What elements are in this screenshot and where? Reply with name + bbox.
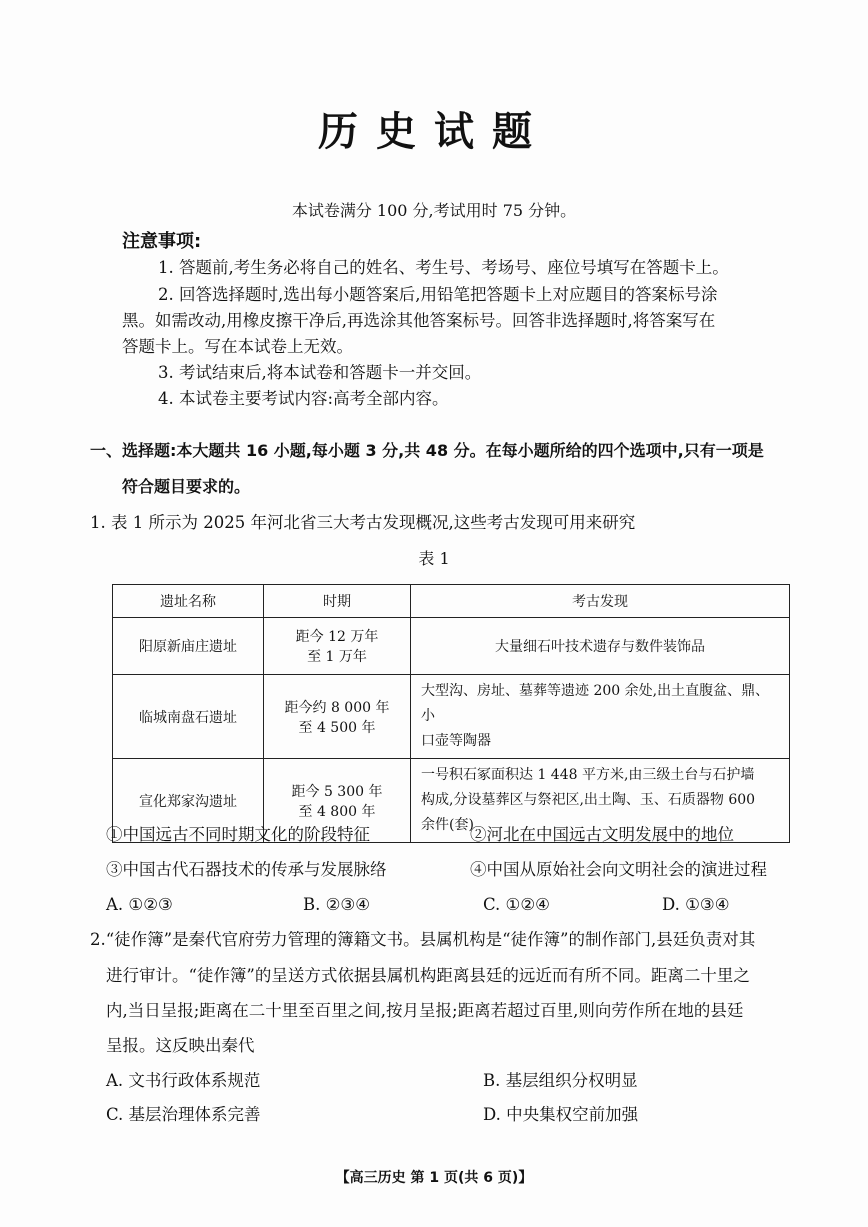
site-cell: 临城南盘石遗址 <box>113 675 264 759</box>
q1-stem: 1. 表 1 所示为 2025 年河北省三大考古发现概况,这些考古发现可用来研究 <box>90 513 636 532</box>
section-heading-cont: 符合题目要求的。 <box>122 477 251 496</box>
notes-heading: 注意事项: <box>122 231 202 252</box>
table-header: 时期 <box>264 585 411 618</box>
finding-line: 余件(套) <box>421 817 474 833</box>
table-header: 遗址名称 <box>113 585 264 618</box>
q1-option-b: B. ②③④ <box>303 895 370 914</box>
finding-line: 构成,分设墓葬区与祭祀区,出土陶、玉、石质器物 600 <box>421 792 756 808</box>
period-start: 距今 5 300 年 <box>291 783 383 800</box>
table-header: 考古发现 <box>411 585 790 618</box>
finding-line: 口壶等陶器 <box>421 733 491 749</box>
note-line: 4. 本试卷主要考试内容:高考全部内容。 <box>158 389 449 408</box>
table-row <box>113 618 790 675</box>
section-heading: 一、选择题:本大题共 16 小题,每小题 3 分,共 48 分。在每小题所给的四个选项中,只有一项是 <box>90 441 764 460</box>
q2-option-c: C. 基层治理体系完善 <box>106 1105 261 1124</box>
q2-option-b: B. 基层组织分权明显 <box>483 1071 638 1090</box>
finding-line: 大型沟、房址、墓葬等遗迹 200 余处,出土直腹盆、鼎、小 <box>421 683 770 724</box>
table-caption: 表 1 <box>418 549 450 568</box>
q1-item: ③中国古代石器技术的传承与发展脉络 <box>106 860 387 879</box>
period-start: 距今约 8 000 年 <box>284 699 390 716</box>
q2-stem-line: 进行审计。“徒作簿”的呈送方式依据县属机构距离县廷的远近而有所不同。距离二十里之 <box>106 966 750 985</box>
q1-option-a: A. ①②③ <box>106 895 173 914</box>
note-line: 3. 考试结束后,将本试卷和答题卡一并交回。 <box>158 363 482 382</box>
q1-item: ②河北在中国远古文明发展中的地位 <box>470 825 734 844</box>
period-end: 至 4 800 年 <box>298 803 376 820</box>
q2-option-d: D. 中央集权空前加强 <box>483 1105 639 1124</box>
finding-cell: 大量细石叶技术遗存与数件装饰品 <box>411 618 790 675</box>
finding-cell <box>411 675 790 759</box>
q2-stem-line: 呈报。这反映出秦代 <box>106 1036 255 1055</box>
q1-option-d: D. ①③④ <box>662 895 730 914</box>
q1-item: ④中国从原始社会向文明社会的演进过程 <box>470 860 767 879</box>
note-line: 答题卡上。写在本试卷上无效。 <box>122 337 353 356</box>
finding-line: 一号积石冢面积达 1 448 平方米,由三级土台与石护墙 <box>421 767 755 783</box>
q1-option-c: C. ①②④ <box>483 895 550 914</box>
period-cell <box>264 675 411 759</box>
note-line: 2. 回答选择题时,选出每小题答案后,用铅笔把答题卡上对应题目的答案标号涂 <box>158 285 718 304</box>
table-header-row <box>113 585 790 618</box>
period-end: 至 1 万年 <box>307 649 367 665</box>
page-title: 历史试题 <box>318 109 550 155</box>
period-start: 距今 12 万年 <box>295 629 379 645</box>
page-footer: 【高三历史 第 1 页(共 6 页)】 <box>335 1170 533 1186</box>
site-cell: 阳原新庙庄遗址 <box>113 618 264 675</box>
exam-info: 本试卷满分 100 分,考试用时 75 分钟。 <box>291 201 577 220</box>
site-cell: 宣化郑家沟遗址 <box>113 759 264 843</box>
q2-option-a: A. 文书行政体系规范 <box>106 1071 261 1090</box>
note-line: 黑。如需改动,用橡皮擦干净后,再选涂其他答案标号。回答非选择题时,将答案写在 <box>122 311 716 330</box>
note-line: 1. 答题前,考生务必将自己的姓名、考生号、考场号、座位号填写在答题卡上。 <box>158 258 729 277</box>
table-row <box>113 675 790 759</box>
period-cell <box>264 618 411 675</box>
q1-item: ①中国远古不同时期文化的阶段特征 <box>106 825 370 844</box>
period-end: 至 4 500 年 <box>298 719 376 736</box>
q2-stem-line: 2.“徒作簿”是秦代官府劳力管理的簿籍文书。县属机构是“徒作簿”的制作部门,县廷负责对其 <box>90 930 756 949</box>
archaeology-table <box>112 584 790 843</box>
q2-stem-line: 内,当日呈报;距离在二十里至百里之间,按月呈报;距离若超过百里,则向劳作所在地的县廷 <box>106 1001 744 1020</box>
